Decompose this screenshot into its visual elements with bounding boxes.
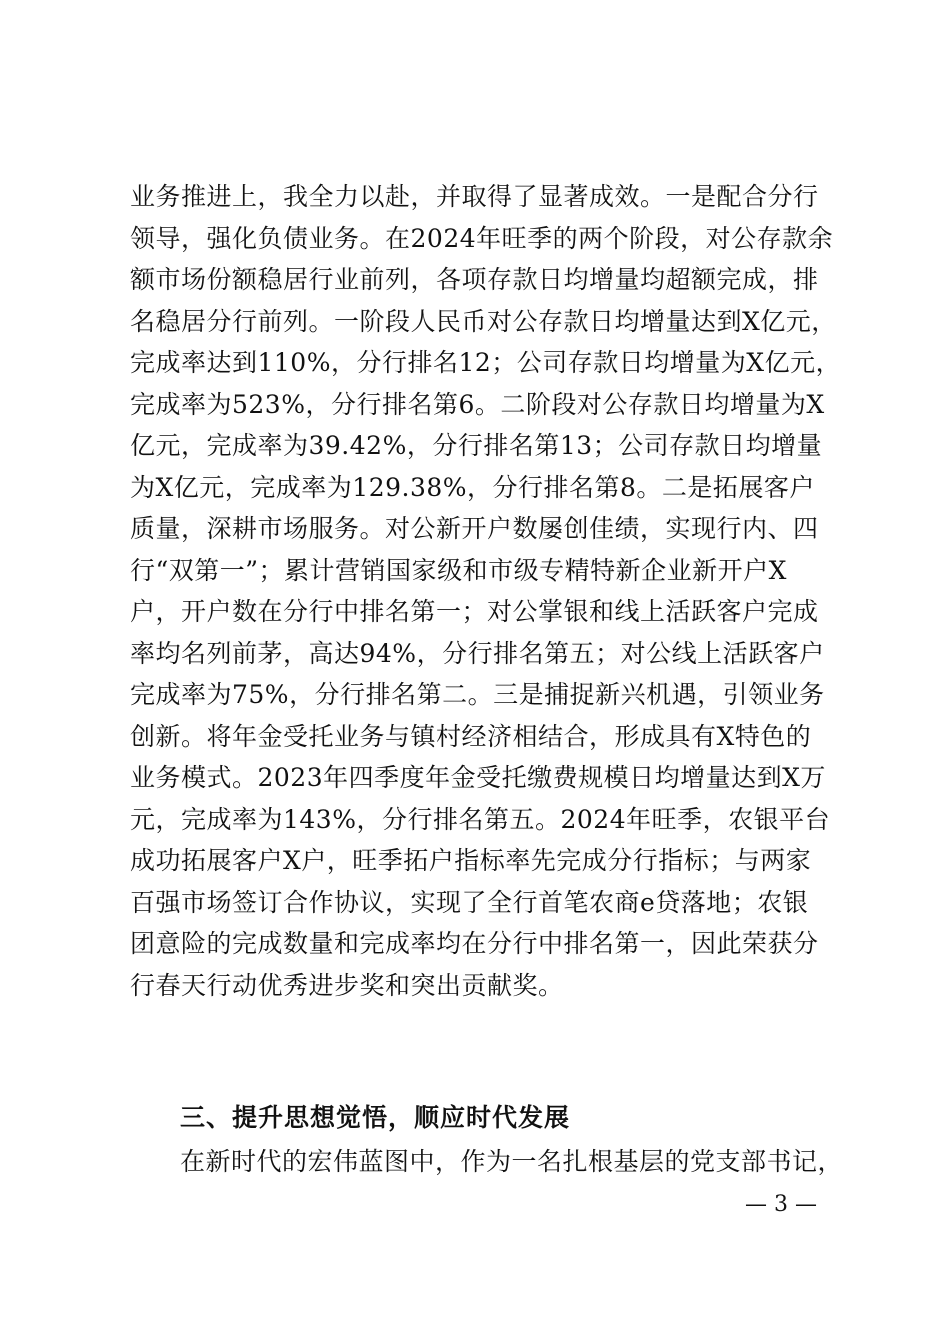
text-line: 率均名列前茅，高达94%，分行排名第五；对公线上活跃客户: [130, 638, 825, 668]
text-line: 额市场份额稳居行业前列，各项存款日均增量均超额完成，排: [130, 265, 819, 294]
text-line: 领导，强化负债业务。在2024年旺季的两个阶段，对公存款余: [130, 223, 834, 253]
text-line: 行“双第一”；累计营销国家级和市级专精特新企业新开户X: [130, 555, 787, 585]
page-number: — 3 —: [745, 1192, 817, 1217]
text-line: 亿元，完成率为39.42%，分行排名第13；公司存款日均增量: [130, 431, 823, 460]
text-line: 团意险的完成数量和完成率均在分行中排名第一，因此荣获分: [130, 929, 819, 958]
text-line: 户，开户数在分行中排名第一；对公掌银和线上活跃客户完成: [130, 597, 819, 626]
text-line: 完成率达到110%，分行排名12；公司存款日均增量为X亿元，: [130, 348, 842, 377]
text-line: 名稳居分行前列。一阶段人民币对公存款日均增量达到X亿元，: [130, 306, 837, 336]
text-line: 元，完成率为143%，分行排名第五。2024年旺季，农银平台: [130, 804, 831, 834]
text-line: 百强市场签订合作协议，实现了全行首笔农商e贷落地；农银: [130, 887, 809, 917]
text-line: 为X亿元，完成率为129.38%，分行排名第8。二是拓展客户: [130, 472, 815, 502]
text-line: 完成率为75%，分行排名第二。三是捕捉新兴机遇，引领业务: [130, 680, 825, 709]
text-line: 质量，深耕市场服务。对公新开户数屡创佳绩，实现行内、四: [130, 514, 819, 543]
text-line: 业务推进上，我全力以赴，并取得了显著成效。一是配合分行: [130, 182, 819, 211]
text-line: 行春天行动优秀进步奖和突出贡献奖。: [130, 970, 564, 1000]
text-line: 创新。将年金受托业务与镇村经济相结合，形成具有X特色的: [130, 721, 812, 751]
text-line: 业务模式。2023年四季度年金受托缴费规模日均增量达到X万: [130, 763, 826, 792]
body-paragraph: [130, 176, 842, 1006]
text-line: 成功拓展客户X户，旺季拓户指标率先完成分行指标；与两家: [130, 846, 812, 875]
next-paragraph-start: 在新时代的宏伟蓝图中，作为一名扎根基层的党支部书记，: [180, 1147, 844, 1176]
text-line: 完成率为523%，分行排名第6。二阶段对公存款日均增量为X: [130, 389, 825, 419]
section-heading: 三、提升思想觉悟，顺应时代发展: [180, 1103, 571, 1132]
